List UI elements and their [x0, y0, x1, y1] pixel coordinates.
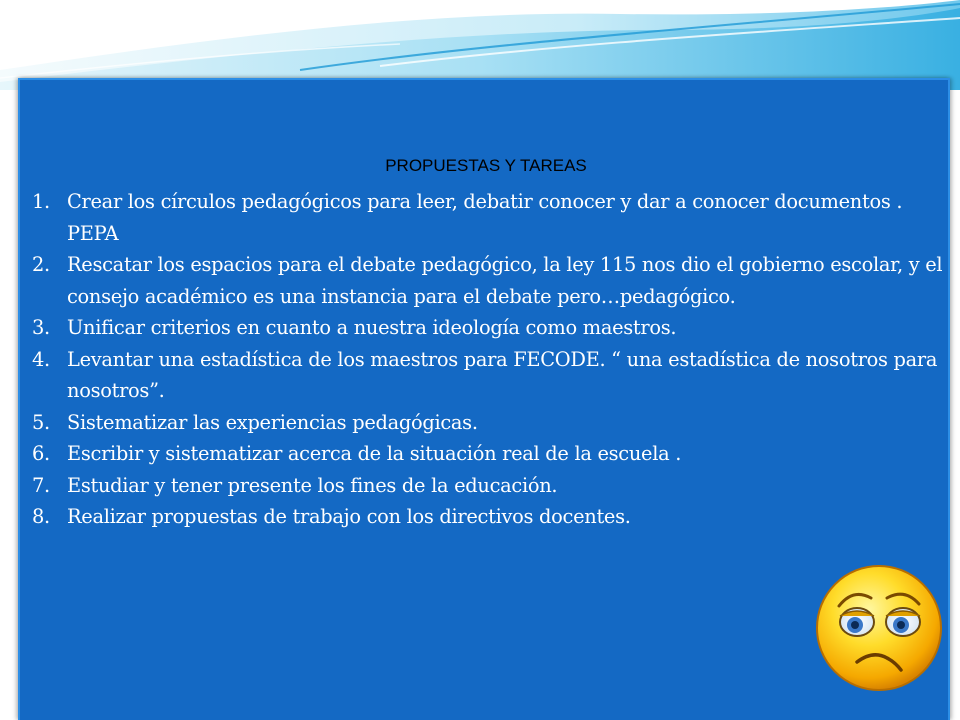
list-item [20, 501, 950, 533]
content-panel [18, 78, 950, 720]
task-list [20, 186, 950, 533]
list-item-text: Realizar propuestas de trabajo con los directivos docentes. [67, 505, 631, 528]
list-item-text: Escribir y sistematizar acerca de la situación real de la escuela . [67, 442, 682, 465]
list-item-number: 3. [32, 316, 50, 339]
slide-heading: PROPUESTAS Y TAREAS [385, 156, 587, 175]
list-item-number: 7. [32, 473, 50, 497]
list-item-text: Crear los círculos pedagógicos para leer, debatir conocer y dar a conocer documentos . PEPA [67, 190, 903, 245]
list-item-number: 2. [32, 253, 50, 276]
list-item [20, 249, 950, 312]
list-item-number: 1. [32, 190, 50, 213]
list-item-text: Sistematizar las experiencias pedagógicas. [67, 410, 478, 434]
list-item-text: Unificar criterios en cuanto a nuestra ideología como maestros. [67, 316, 677, 339]
list-item-number: 6. [32, 442, 50, 465]
list-item [20, 186, 950, 249]
list-item-number: 5. [32, 410, 50, 434]
list-item [20, 312, 950, 344]
worried-face-icon [813, 562, 945, 694]
list-item-text: Estudiar y tener presente los fines de la educación. [67, 473, 558, 497]
list-item [20, 344, 950, 407]
list-item-number: 8. [32, 505, 50, 528]
list-item-text: Rescatar los espacios para el debate pedagógico, la ley 115 nos dio el gobierno escolar, y el consejo académico es una instancia para el debate pero…pedagógico. [67, 253, 943, 308]
list-item [20, 470, 950, 502]
list-item [20, 407, 950, 439]
list-item-text: Levantar una estadística de los maestros para FECODE. “ una estadística de nosotros para nosotros”. [67, 347, 938, 402]
list-item [20, 438, 950, 470]
list-item-number: 4. [32, 347, 50, 371]
